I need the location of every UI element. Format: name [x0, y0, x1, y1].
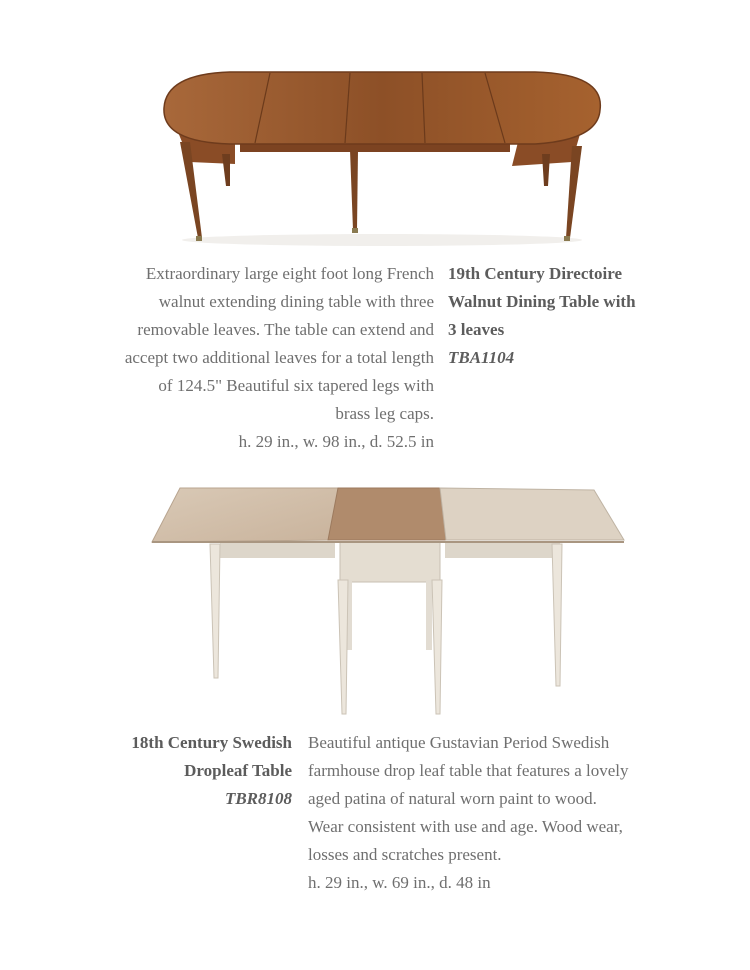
description-line: Beautiful antique Gustavian Period Swedish: [308, 733, 610, 752]
dimensions: h. 29 in., w. 69 in., d. 48 in: [308, 873, 491, 892]
sku-code: TBA1104: [448, 348, 515, 367]
description-line: walnut extending dining table with three: [158, 292, 434, 311]
product-1-description: [40, 260, 434, 456]
description-line: Wear consistent with use and age. Wood wear,: [308, 817, 623, 836]
description-line: Extraordinary large eight foot long French: [145, 264, 434, 283]
dimensions: h. 29 in., w. 98 in., d. 52.5 in: [238, 432, 434, 451]
title-line: Walnut Dining Table with: [448, 292, 636, 311]
description-line: removable leaves. The table can extend and: [137, 320, 434, 339]
product-2-description: [308, 729, 728, 897]
product-2-title: [40, 729, 292, 813]
sku-code: TBR8108: [224, 789, 292, 808]
product-1-title: [448, 260, 738, 372]
description-line: farmhouse drop leaf table that features a lovely: [308, 761, 629, 780]
title-line: 18th Century Swedish: [131, 733, 292, 752]
title-line: 19th Century Directoire: [448, 264, 623, 283]
title-line: 3 leaves: [448, 320, 505, 339]
description-line: of 124.5" Beautiful six tapered legs with: [158, 376, 434, 395]
description-line: accept two additional leaves for a total length: [124, 348, 434, 367]
title-line: Dropleaf Table: [184, 761, 292, 780]
description-line: aged patina of natural worn paint to wood.: [308, 789, 597, 808]
description-line: brass leg caps.: [335, 404, 434, 423]
dining-table-illustration: [160, 62, 605, 252]
dropleaf-table-illustration: [150, 484, 630, 720]
dining-table-photo: [160, 62, 605, 252]
description-line: losses and scratches present.: [308, 845, 502, 864]
dropleaf-table-photo: [150, 484, 630, 720]
